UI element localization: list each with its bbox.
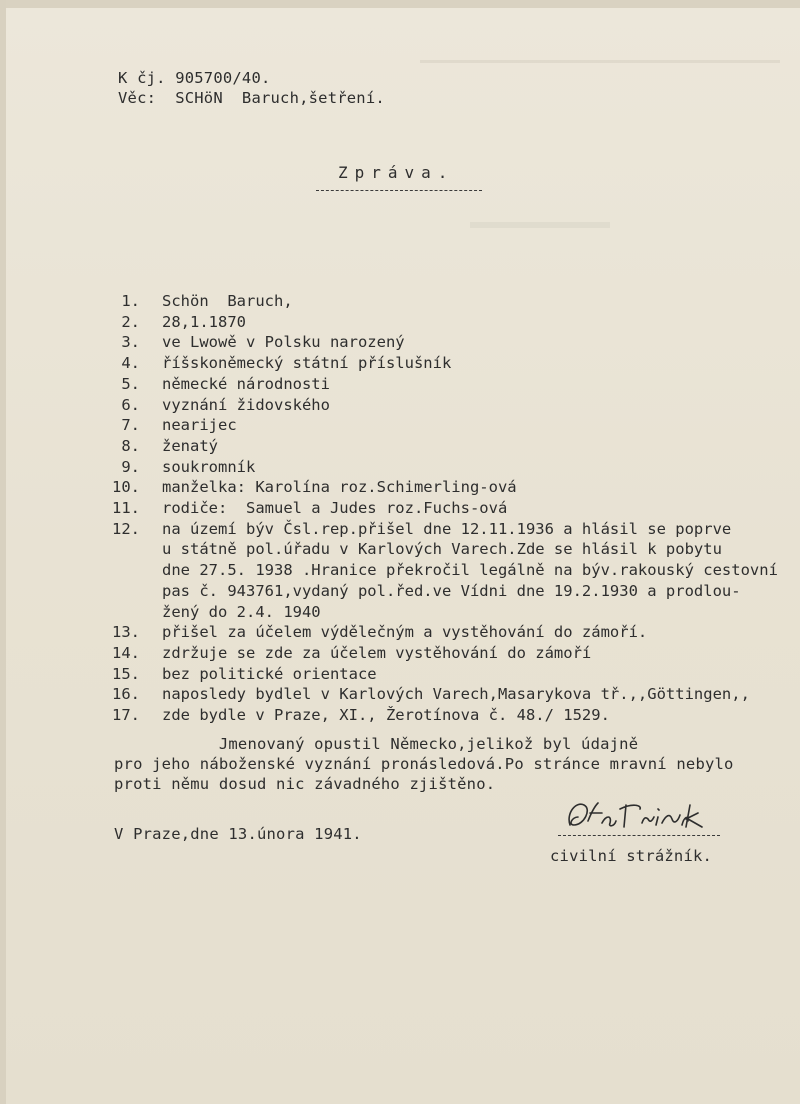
- paragraph-line: Jmenovaný opustil Německo,jelikož byl údajně: [114, 735, 639, 753]
- item-text: nearijec: [162, 416, 237, 435]
- item-text: říšskoněmecký státní příslušník: [162, 354, 452, 373]
- item-number: 8.: [121, 436, 140, 455]
- item-number: 16.: [112, 685, 140, 704]
- bleed-through-mark: [420, 60, 780, 77]
- item-text: 28,1.1870: [162, 312, 246, 331]
- item-number: 14.: [112, 643, 140, 662]
- reference-number: K čj. 905700/40.: [118, 69, 271, 87]
- handwritten-signature: [562, 795, 722, 837]
- title-underline: [316, 190, 482, 191]
- paragraph-line: proti němu dosud nic závadného zjištěno.: [114, 775, 496, 793]
- item-text: bez politické orientace: [162, 664, 377, 683]
- item-text: dne 27.5. 1938 .Hranice překročil legálně na býv.rakouský cestovní: [162, 561, 778, 580]
- subject-line: Věc: SCHöN Baruch,šetření.: [118, 89, 385, 107]
- item-number: 3.: [121, 333, 140, 352]
- item-text: německé národnosti: [162, 374, 330, 393]
- item-text: pas č. 943761,vydaný pol.řed.ve Vídni dne 19.2.1930 a prodlou-: [162, 581, 741, 600]
- item-text: na území býv Čsl.rep.přišel dne 12.11.1936 a hlásil se poprve: [162, 519, 732, 538]
- item-text: naposledy bydlel v Karlových Varech,Masarykova tř.,,Göttingen,,: [162, 685, 750, 704]
- item-number: 4.: [121, 354, 140, 373]
- item-text: soukromník: [162, 457, 256, 476]
- bleed-through-mark: [470, 222, 610, 238]
- item-text: ve Lwowě v Polsku narozený: [162, 333, 405, 352]
- item-number: 13.: [112, 623, 140, 642]
- item-number: 10.: [112, 478, 140, 497]
- item-text: rodiče: Samuel a Judes roz.Fuchs-ová: [162, 499, 508, 517]
- item-text: u státně pol.úřadu v Karlových Varech.Zde se hlásil k pobytu: [162, 540, 722, 559]
- item-text: vyznání židovského: [162, 395, 330, 414]
- item-text: přišel za účelem výdělečným a vystěhování do zámoří.: [162, 623, 648, 642]
- item-number: 7.: [121, 416, 140, 435]
- item-number: 2.: [121, 312, 140, 331]
- signer-title: civilní strážník.: [550, 847, 713, 865]
- date-line: V Praze,dne 13.února 1941.: [114, 825, 362, 843]
- report-title: Zpráva.: [338, 163, 455, 182]
- item-text: manželka: Karolína roz.Schimerling-ová: [162, 478, 517, 497]
- item-number: 5.: [121, 374, 140, 393]
- item-number: 9.: [121, 457, 140, 476]
- item-number: 12.: [112, 519, 140, 538]
- item-text: ženatý: [162, 436, 218, 455]
- item-number: 6.: [121, 395, 140, 414]
- item-text: zdržuje se zde za účelem vystěhování do zámoří: [162, 643, 592, 662]
- signature-line: [558, 835, 720, 836]
- paper-edge-left: [0, 0, 6, 1104]
- item-number: 1.: [121, 292, 140, 310]
- item-text: žený do 2.4. 1940: [162, 602, 321, 621]
- item-text: zde bydle v Praze, XI., Žerotínova č. 48./ 1529.: [162, 706, 610, 724]
- paper-edge-top: [0, 0, 800, 8]
- item-text: Schön Baruch,: [162, 292, 293, 310]
- paragraph-line: pro jeho náboženské vyznání pronásledová.Po stránce mravní nebylo: [114, 755, 734, 773]
- item-number: 11.: [112, 499, 140, 517]
- item-number: 15.: [112, 664, 140, 683]
- item-number: 17.: [112, 706, 140, 724]
